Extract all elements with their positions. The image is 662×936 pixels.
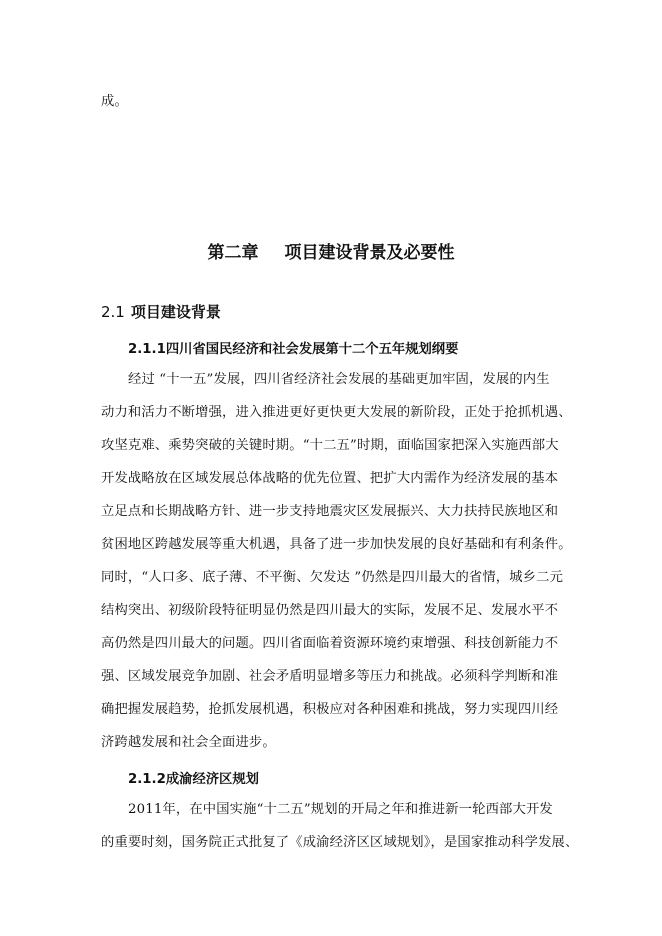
paragraph-line: 动力和活力不断增强，进入推进更好更快更大发展的新阶段，正处于抢抓机遇、 (101, 405, 572, 420)
paragraph-line: 攻坚克难、乘势突破的关键时期。“十二五”时期，面临国家把深入实施西部大 (101, 438, 559, 453)
section-number: 2.1 (101, 303, 125, 321)
paragraph-line: 确把握发展趋势，抢抓发展机遇，积极应对各种困难和挑战，努力实现四川经 (101, 702, 559, 717)
chapter-number: 第二章 (207, 243, 259, 263)
paragraph-line: 立足点和长期战略方针、进一步支持地震灾区发展振兴、大力扶持民族地区和 (101, 504, 559, 519)
paragraph-line: 结构突出、初级阶段特征明显仍然是四川最大的实际，发展不足、发展水平不 (101, 603, 559, 618)
paragraph-line: 的重要时刻，国务院正式批复了《成渝经济区区域规划》，是国家推动科学发展、 (101, 835, 579, 850)
paragraph-line: 开发战略放在区域发展总体战略的优先位置、把扩大内需作为经济发展的基本 (101, 471, 559, 486)
paragraph-line: 经过 “十一五”发展，四川省经济社会发展的基础更加牢固，发展的内生 (128, 372, 550, 387)
paragraph-line: 同时，“人口多、底子薄、不平衡、欠发达 ”仍然是四川最大的省情，城乡二元 (101, 570, 564, 585)
paragraph-line: 济跨越发展和社会全面进步。 (101, 735, 276, 750)
paragraph-line: 高仍然是四川最大的问题。四川省面临着资源环境约束增强、科技创新能力不 (101, 636, 559, 651)
subsection-heading-2-1-1: 2.1.1四川省国民经济和社会发展第十二个五年规划纲要 (128, 342, 459, 357)
section-title: 项目建设背景 (130, 303, 221, 321)
chapter-title: 项目建设背景及必要性 (284, 243, 455, 263)
section-heading (101, 301, 221, 322)
chapter-heading (0, 238, 662, 263)
paragraph-line: 强、区域发展竞争加剧、社会矛盾明显增多等压力和挑战。必须科学判断和准 (101, 669, 559, 684)
paragraph-line: 2011年，在中国实施“十二五”规划的开局之年和推进新一轮西部大开发 (128, 802, 553, 817)
paragraph-line: 贫困地区跨越发展等重大机遇，具备了进一步加快发展的良好基础和有利条件。 (101, 537, 572, 552)
subsection-heading-2-1-2: 2.1.2成渝经济区规划 (128, 772, 259, 787)
continued-text-fragment: 成。 (101, 94, 128, 109)
